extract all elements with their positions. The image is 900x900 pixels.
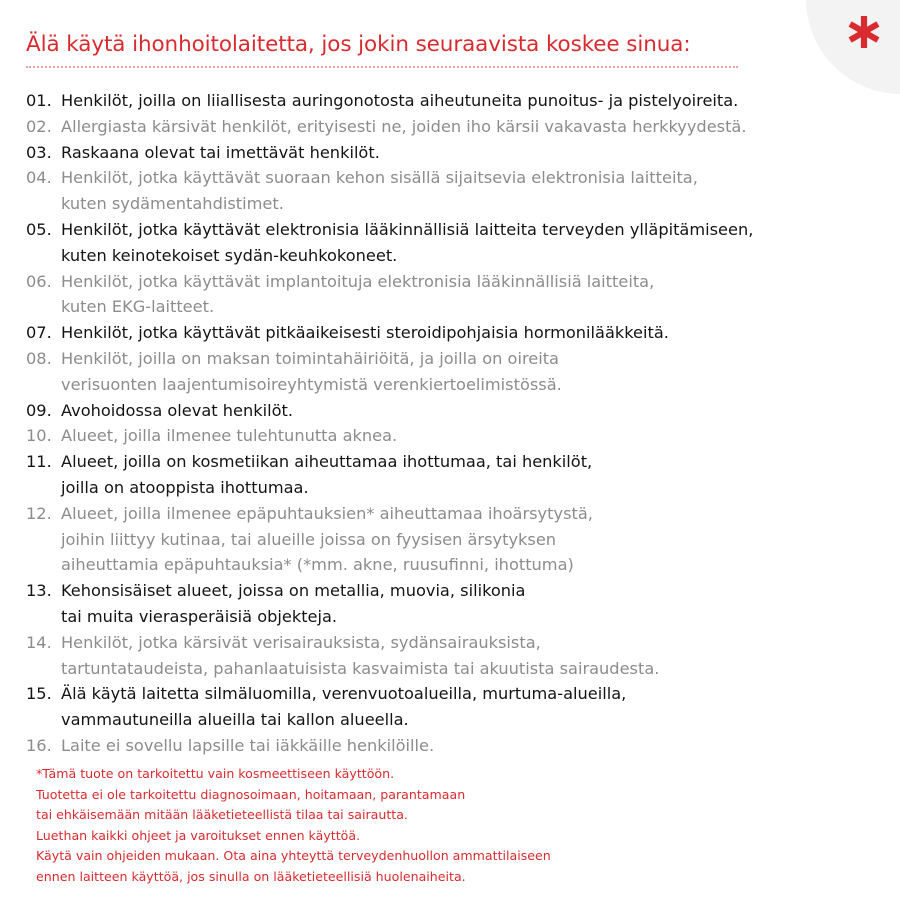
item-text [61,681,626,733]
item-text-line: kuten keinotekoiset sydän-keuhkokoneet. [61,245,398,265]
item-number: 06. [26,271,52,291]
list-item [26,140,886,166]
item-text-line: kuten sydämentahdistimet. [61,194,284,214]
warning-list [26,88,886,759]
item-text-line: Laite ei sovellu lapsille tai iäkkäille henkilöille. [61,735,435,755]
item-text-line: Henkilöt, joilla on liiallisesta auringonotosta aiheutuneita punoitus- ja pistelyoireita. [61,91,739,110]
item-text-line: Allergiasta kärsivät henkilöt, erityisesti ne, joiden iho kärsii vakavasta herkkyydestä. [61,116,747,136]
item-number: 01. [26,91,52,110]
item-number: 14. [26,632,52,652]
item-number: 09. [26,400,52,420]
disclaimer-line: *Tämä tuote on tarkoitettu vain kosmeettiseen käyttöön. [36,766,395,781]
list-item [26,269,886,321]
item-text-line: tartuntataudeista, pahanlaatuisista kasvaimista tai akuutista sairaudesta. [61,658,660,678]
item-text-line: Alueet, joilla ilmenee epäpuhtauksien* aiheuttamaa ihoärsytystä, [61,503,593,523]
item-text-line: Alueet, joilla on kosmetiikan aiheuttamaa ihottumaa, tai henkilöt, [61,452,593,472]
list-item [26,88,886,114]
list-item [26,449,886,501]
list-item [26,501,886,578]
list-item [26,423,886,449]
disclaimer-line: ennen laitteen käyttöä, jos sinulla on lääketieteellisiä huolenaiheita. [36,868,466,884]
item-text [61,88,738,114]
item-text [61,320,669,346]
disclaimer-line: tai ehkäisemään mitään lääketieteellistä tilaa tai sairautta. [36,807,408,823]
page-title: Älä käytä ihonhoitolaitetta, jos jokin seuraavista koskee sinua: [26,32,691,57]
item-text-line: Henkilöt, jotka käyttävät implantoituja elektronisia lääkinnällisiä laitteita, [61,271,655,291]
item-text [61,578,525,630]
item-number: 16. [26,735,52,755]
item-number: 03. [26,142,52,162]
list-item [26,165,886,217]
item-number: 08. [26,348,52,368]
disclaimer-line: Käytä vain ohjeiden mukaan. Ota aina yhteyttä terveydenhuollon ammattilaiseen [36,848,551,864]
item-text-line: Henkilöt, jotka käyttävät elektronisia lääkinnällisiä laitteita terveyden ylläpitämiseen, [61,219,754,239]
item-text-line: Henkilöt, joilla on maksan toimintahäiriöitä, ja joilla on oireita [61,348,559,368]
item-text-line: kuten EKG-laitteet. [61,297,215,317]
item-text-line: Henkilöt, jotka käyttävät pitkäaikeisesti steroidipohjaisia hormonilääkkeitä. [61,323,669,343]
item-text [61,501,593,578]
item-text-line: Avohoidossa olevat henkilöt. [61,400,293,420]
item-text [61,449,592,501]
item-text-line: Älä käytä laitetta silmäluomilla, verenvuotoalueilla, murtuma-alueilla, [61,684,627,704]
item-text-line: Raskaana olevat tai imettävät henkilöt. [61,142,380,162]
item-number: 10. [26,426,52,446]
list-item [26,346,886,398]
item-text-line: joihin liittyy kutinaa, tai alueille joissa on fyysisen ärsytyksen [61,529,557,549]
title-divider [26,66,738,68]
disclaimer-line: Luethan kaikki ohjeet ja varoitukset ennen käyttöä. [36,827,361,843]
item-number: 13. [26,581,52,601]
item-number: 15. [26,684,52,704]
list-item [26,398,886,424]
item-text-line: Henkilöt, jotka käyttävät suoraan kehon sisällä sijaitsevia elektronisia laitteita, [61,168,698,188]
item-text-line: verisuonten laajentumisoireyhtymistä verenkiertoelimistössä. [61,374,562,394]
item-text-line: Henkilöt, jotka kärsivät verisairauksista, sydänsairauksista, [61,632,541,652]
item-text [61,269,654,321]
item-text [61,114,747,140]
item-text-line: tai muita vierasperäisiä objekteja. [61,606,338,626]
item-number: 07. [26,323,52,343]
item-text-line: Kehonsisäiset alueet, joissa on metallia, muovia, silikonia [61,581,526,601]
list-item [26,630,886,682]
item-text-line: aiheuttamia epäpuhtauksia* (*mm. akne, ruusufinni, ihottuma) [61,555,574,575]
asterisk-icon [846,14,882,50]
item-text-line: vammautuneilla alueilla tai kallon alueella. [61,710,409,730]
item-text [61,423,397,449]
item-number: 04. [26,168,52,188]
item-number: 05. [26,219,52,239]
item-text-line: joilla on atooppista ihottumaa. [61,477,309,497]
item-number: 12. [26,503,52,523]
list-item [26,681,886,733]
item-number: 02. [26,116,52,136]
list-item [26,217,886,269]
list-item [26,114,886,140]
item-text-line: Alueet, joilla ilmenee tulehtunutta aknea. [61,426,398,446]
item-text [61,140,380,166]
list-item [26,320,886,346]
item-number: 11. [26,452,52,472]
item-text [61,346,562,398]
item-text [61,630,659,682]
list-item [26,578,886,630]
disclaimer-line: Tuotetta ei ole tarkoitettu diagnosoimaan, hoitamaan, parantamaan [36,786,466,802]
item-text [61,398,293,424]
item-text [61,217,753,269]
disclaimer [36,764,656,888]
item-text [61,165,698,217]
item-text [61,733,434,759]
list-item [26,733,886,759]
